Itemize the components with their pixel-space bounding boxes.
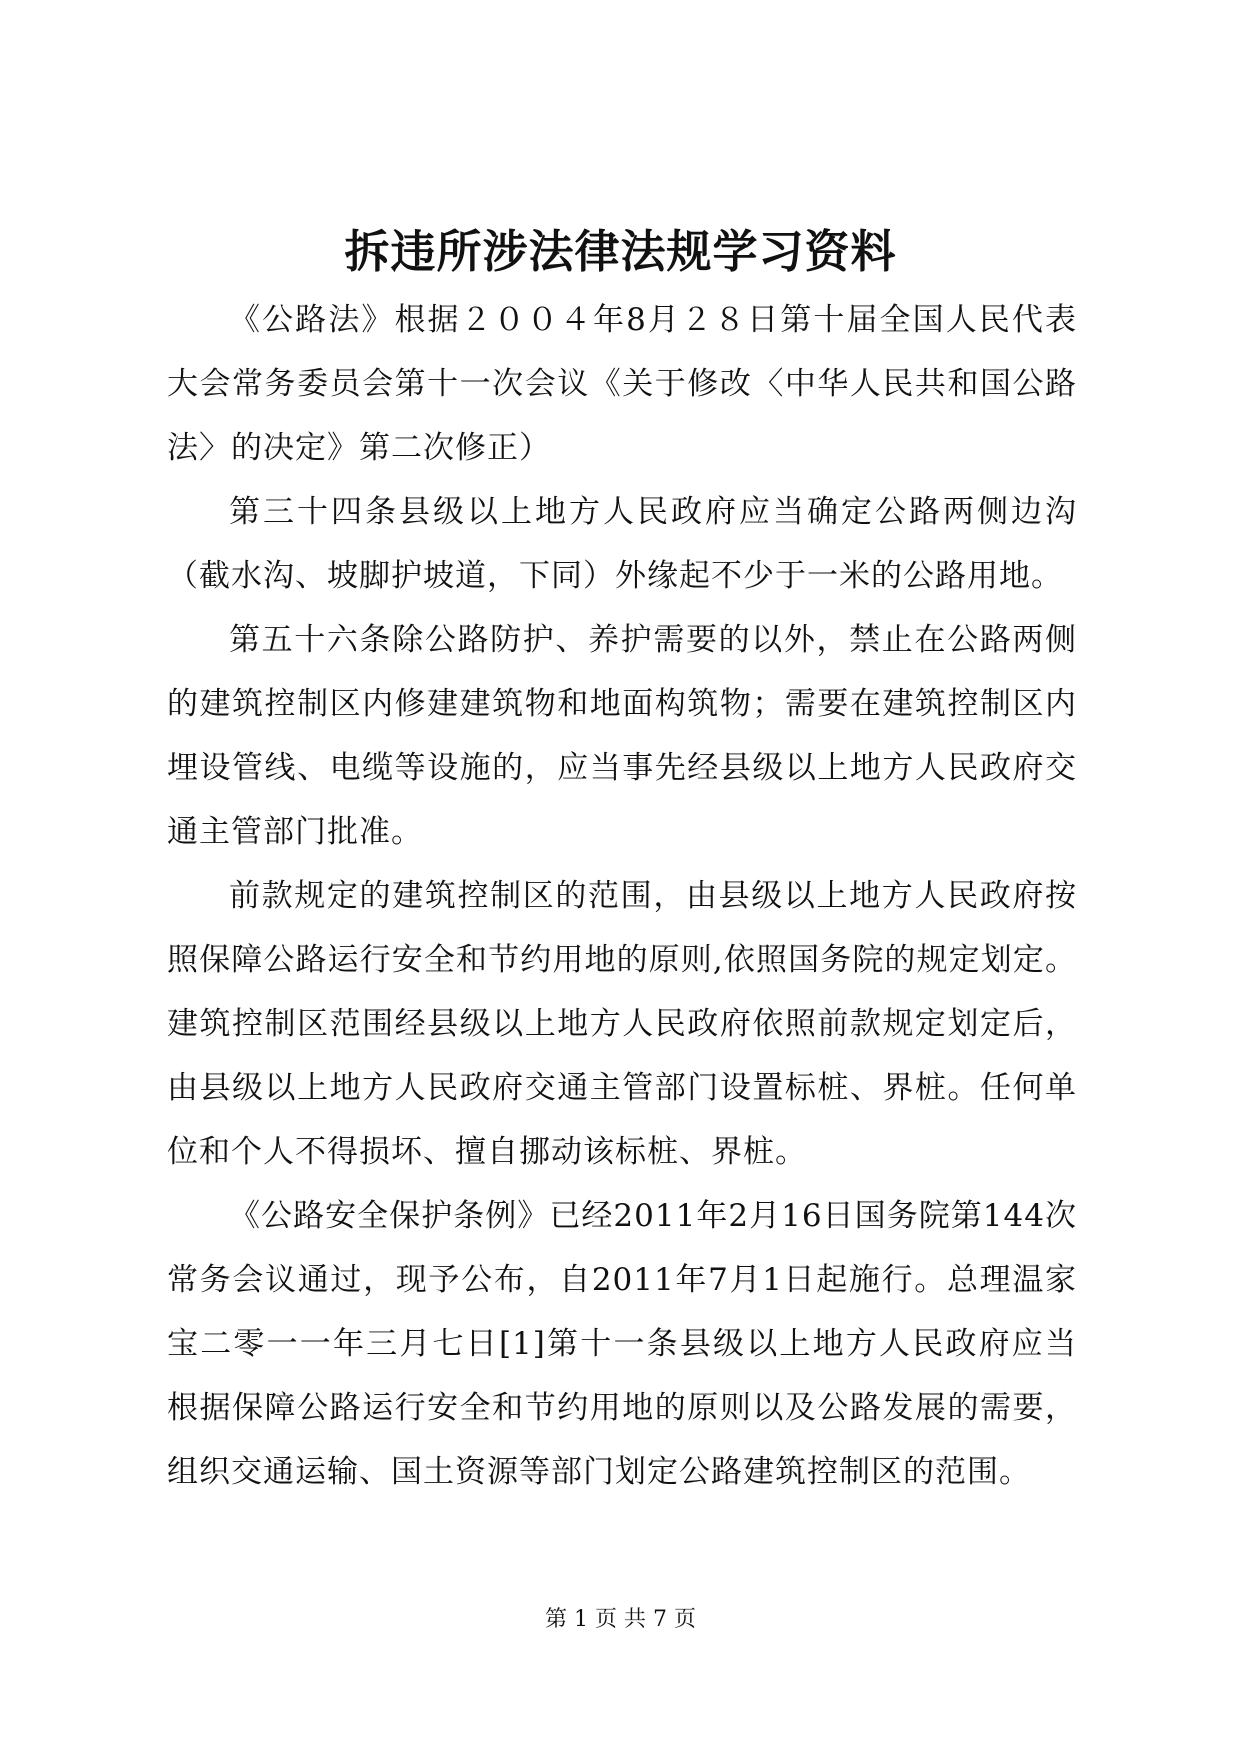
paragraph-control-zone: 前款规定的建筑控制区的范围，由县级以上地方人民政府按照保障公路运行安全和节约用地的原则,依照国务院的规定划定。建筑控制区范围经县级以上地方人民政府依照前款规定划定后，由县级以上地方人民政府交通主管部门设置标桩、界桩。任何单位和个人不得损坏、擅自挪动该标桩、界桩。 bbox=[167, 878, 1077, 1170]
paragraph-article-34: 第三十四条县级以上地方人民政府应当确定公路两侧边沟（截水沟、坡脚护坡道，下同）外缘起不少于一米的公路用地。 bbox=[167, 494, 1077, 594]
paragraph-highway-law: 《公路法》根据２００４年8月２８日第十届全国人民代表大会常务委员会第十一次会议《关于修改〈中华人民共和国公路法〉的决定》第二次修正） bbox=[167, 302, 1077, 466]
page-number-footer: 第 1 页 共 7 页 bbox=[545, 1607, 696, 1632]
document-body bbox=[167, 288, 1077, 1504]
paragraph-article-56: 第五十六条除公路防护、养护需要的以外，禁止在公路两侧的建筑控制区内修建建筑物和地面构筑物；需要在建筑控制区内埋设管线、电缆等设施的，应当事先经县级以上地方人民政府交通主管部门批准。 bbox=[167, 622, 1077, 850]
document-title: 拆违所涉法律法规学习资料 bbox=[344, 225, 897, 278]
paragraph-safety-regulation: 《公路安全保护条例》已经2011年2月16日国务院第144次常务会议通过，现予公布，自2011年7月1日起施行。总理温家宝二零一一年三月七日[1]第十一条县级以上地方人民政府应当根据保障公路运行安全和节约用地的原则以及公路发展的需要，组织交通运输、国土资源等部门划定公路建筑控制区的范围。 bbox=[167, 1198, 1077, 1490]
